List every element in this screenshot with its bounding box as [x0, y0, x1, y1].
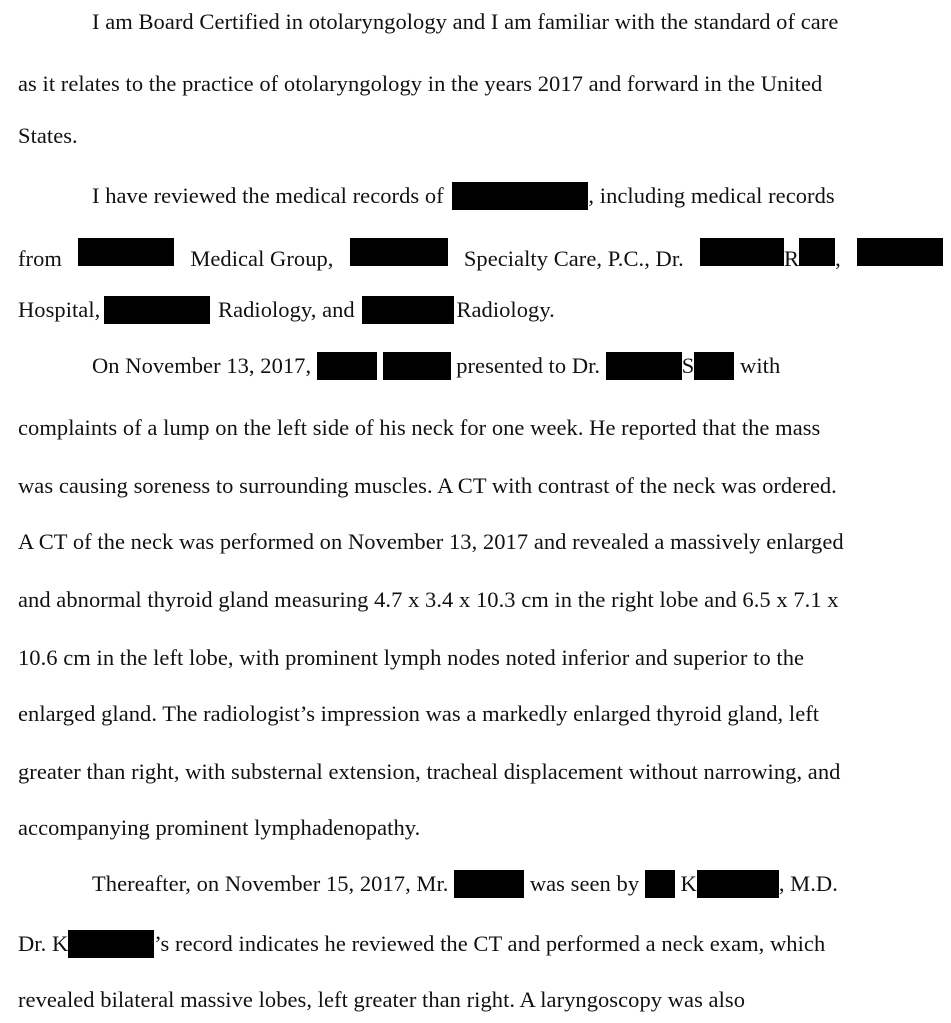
redaction-bar	[78, 238, 174, 266]
redaction-bar	[857, 238, 943, 266]
p3-line-9: accompanying prominent lymphadenopathy.	[18, 815, 421, 840]
redaction-bar	[454, 870, 524, 898]
p3-line-7: enlarged gland. The radiologist’s impression was a markedly enlarged thyroid gland, left	[18, 701, 820, 726]
text-segment: Hospital,	[18, 297, 101, 322]
redaction-bar	[452, 182, 588, 210]
p4-line-1	[92, 870, 943, 898]
p4-line-3: revealed bilateral massive lobes, left greater than right. A laryngoscopy was also	[18, 987, 745, 1012]
text-segment: Thereafter, on November 15, 2017, Mr.	[92, 871, 449, 896]
text-segment: , M.D.	[778, 871, 838, 896]
text-segment: ,	[835, 246, 841, 271]
p4-line-2	[18, 930, 943, 958]
text-segment: R	[784, 246, 800, 271]
p1-line-3: States.	[18, 123, 78, 148]
text-segment: was seen by	[529, 871, 640, 896]
p3-line-5: and abnormal thyroid gland measuring 4.7 x 3.4 x 10.3 cm in the right lobe and 6.5 x 7.1 x	[18, 587, 839, 612]
redaction-bar	[694, 352, 734, 380]
text-segment: with	[740, 353, 781, 378]
p3-line-6: 10.6 cm in the left lobe, with prominent lymph nodes noted inferior and superior to the	[18, 645, 805, 670]
text-segment: S	[681, 353, 695, 378]
p3-line-4: A CT of the neck was performed on November 13, 2017 and revealed a massively enlarged	[18, 529, 844, 554]
text-segment: from	[18, 246, 62, 271]
text-segment: presented to Dr.	[456, 353, 601, 378]
p3-line-2: complaints of a lump on the left side of his neck for one week. He reported that the mass	[18, 415, 821, 440]
p2-line-1	[92, 182, 943, 210]
redaction-bar	[645, 870, 675, 898]
redaction-bar	[68, 930, 154, 958]
redaction-bar	[317, 352, 377, 380]
text-segment: , including medical records	[588, 183, 835, 208]
redaction-bar	[697, 870, 779, 898]
redaction-bar	[700, 238, 784, 266]
redaction-bar	[799, 238, 835, 266]
text-segment: Medical Group,	[190, 246, 334, 271]
text-segment: Radiology, and	[218, 297, 355, 322]
redaction-bar	[104, 296, 210, 324]
p1-line-1: I am Board Certified in otolaryngology and I am familiar with the standard of care	[92, 9, 839, 34]
redaction-bar	[383, 352, 451, 380]
redaction-bar	[362, 296, 454, 324]
text-segment: K	[680, 871, 697, 896]
redaction-bar	[606, 352, 682, 380]
p3-line-1	[92, 352, 943, 380]
redaction-bar	[350, 238, 448, 266]
text-segment: I have reviewed the medical records of	[92, 183, 444, 208]
redacted-name-group	[700, 238, 841, 273]
p3-line-3: was causing soreness to surrounding muscles. A CT with contrast of the neck was ordered.	[18, 473, 837, 498]
text-segment: Dr. K	[18, 931, 69, 956]
text-segment: Radiology.	[456, 297, 555, 322]
p2-line-3	[18, 296, 943, 324]
text-segment: ’s record indicates he reviewed the CT and performed a neck exam, which	[154, 931, 826, 956]
p2-line-2	[18, 238, 943, 273]
text-segment: Specialty Care, P.C., Dr.	[463, 246, 684, 271]
text-segment: On November 13, 2017,	[92, 353, 312, 378]
p3-line-8: greater than right, with substernal extension, tracheal displacement without narrowing, and	[18, 759, 841, 784]
p1-line-2: as it relates to the practice of otolaryngology in the years 2017 and forward in the United	[18, 71, 823, 96]
